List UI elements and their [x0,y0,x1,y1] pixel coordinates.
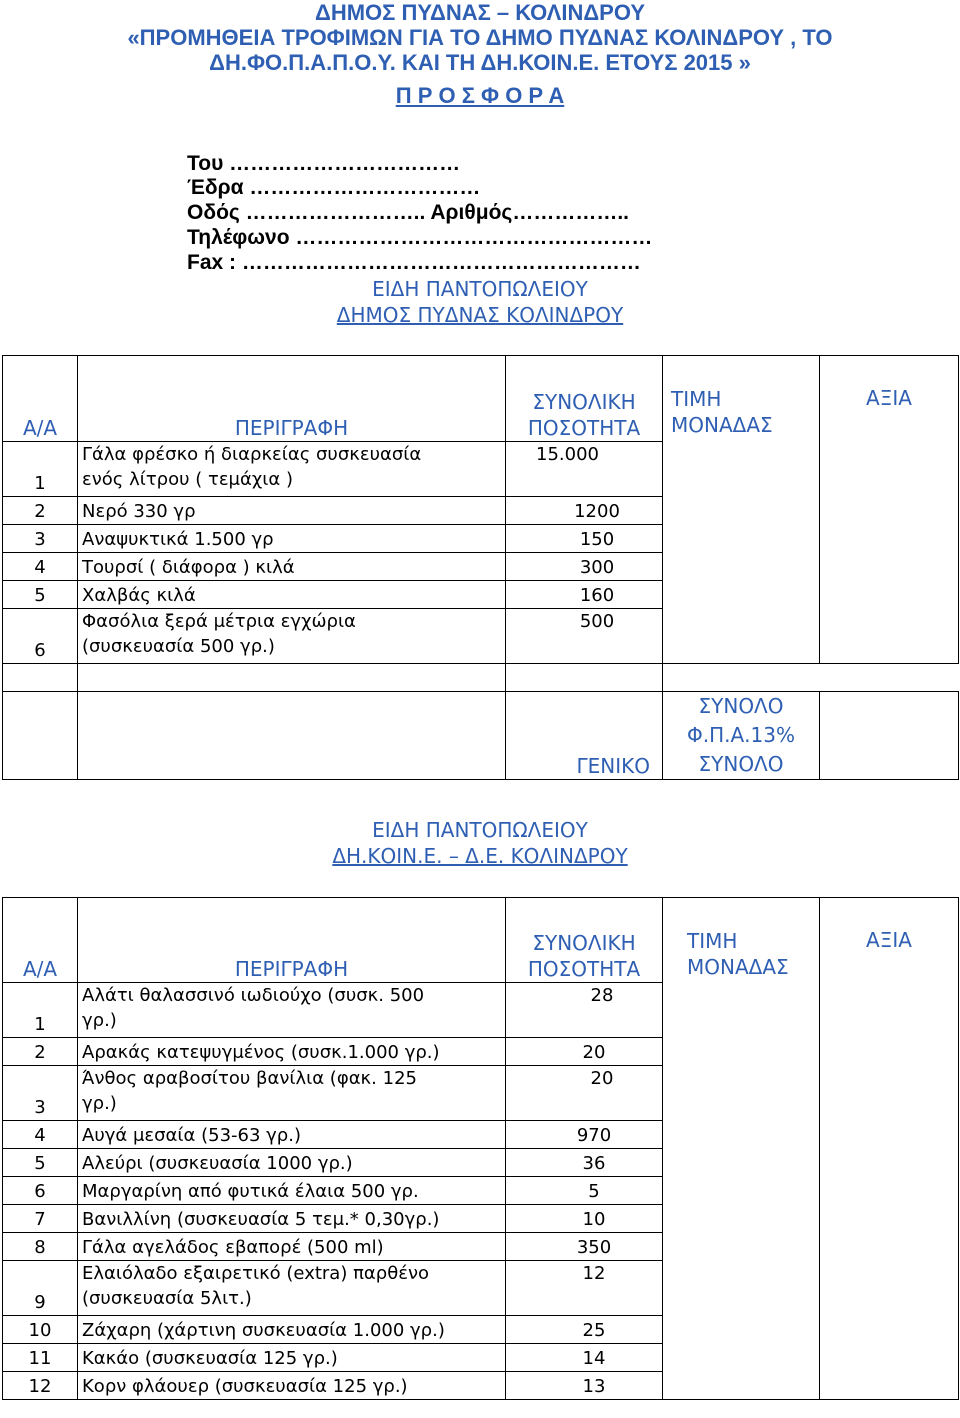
row-quantity: 5 [506,1177,663,1205]
row-quantity: 20 [506,1038,663,1066]
desc-line1: Γάλα φρέσκο ή διαρκείας συσκευασία [82,444,422,465]
row-quantity: 15.000 [506,442,663,497]
header-price-line1: ΤΙΜΗ [671,387,722,411]
table-header-row [3,356,959,442]
row-quantity: 28 [506,983,663,1038]
row-number: 4 [3,553,78,581]
row-number: 9 [3,1261,78,1316]
row-number: 4 [3,1121,78,1149]
row-description [78,983,506,1038]
row-number: 6 [3,1177,78,1205]
row-quantity: 160 [506,581,663,609]
header-price-line2: ΜΟΝΑΔΑΣ [687,955,789,979]
table-header-row [3,898,959,983]
section1-title: ΕΙΔΗ ΠΑΝΤΟΠΩΛΕΙΟΥ [372,277,588,301]
section2-table [2,897,959,1400]
row-description: Χαλβάς κιλά [78,581,506,609]
info-tilefono: Τηλέφωνο …………………………………………… [187,226,653,249]
header-value: ΑΞΙΑ [820,356,959,664]
row-quantity: 10 [506,1205,663,1233]
row-number: 11 [3,1344,78,1372]
row-number: 3 [3,1066,78,1121]
header-quantity-line2: ΠΟΣΟΤΗΤΑ [527,957,641,981]
header-quantity-line2: ΠΟΣΟΤΗΤΑ [527,416,641,440]
municipality-title: ΔΗΜΟΣ ΠΥΔΝΑΣ – ΚΟΛΙΝΔΡΟΥ [315,0,645,25]
header-price-line2: ΜΟΝΑΔΑΣ [671,413,773,437]
totals-row [3,692,959,780]
desc-line1: Άνθος αραβοσίτου βανίλια (φακ. 125 [82,1068,417,1089]
section2-subtitle: ΔΗ.ΚΟΙΝ.Ε. – Δ.Ε. ΚΟΛΙΝΔΡΟΥ [332,844,628,868]
row-description [78,442,506,497]
section1-subtitle: ΔΗΜΟΣ ΠΥΔΝΑΣ ΚΟΛΙΝΔΡΟΥ [336,303,624,327]
header-value: ΑΞΙΑ [820,898,959,1400]
total-synolo-label: ΣΥΝΟΛΟ [698,694,784,718]
desc-line1: Αλάτι θαλασσινό ιωδιούχο (συσκ. 500 [82,985,425,1006]
row-description: Ζάχαρη (χάρτινη συσκευασία 1.000 γρ.) [78,1316,506,1344]
section2-title: ΕΙΔΗ ΠΑΝΤΟΠΩΛΕΙΟΥ [372,818,588,842]
row-number: 2 [3,497,78,525]
info-tou: Του …………………………… [187,152,461,175]
header-unit-price [663,898,820,1400]
offer-title: Π Ρ Ο Σ Φ Ο Ρ Α [395,83,565,108]
header-quantity-line1: ΣΥΝΟΛΙΚΗ [532,390,636,414]
header-aa: Α/Α [3,356,78,442]
row-quantity: 150 [506,525,663,553]
row-quantity: 300 [506,553,663,581]
row-quantity: 14 [506,1344,663,1372]
total-grand-label: ΣΥΝΟΛΟ [698,752,784,776]
row-quantity: 36 [506,1149,663,1177]
desc-line2: γρ.) [82,1010,117,1031]
total-geniko-label: ΓΕΝΙΚΟ [506,692,663,780]
row-description: Κορν φλάουερ (συσκευασία 125 γρ.) [78,1372,506,1400]
row-quantity: 500 [506,609,663,664]
row-number: 3 [3,525,78,553]
totals-labels [663,692,820,780]
row-quantity: 13 [506,1372,663,1400]
info-odos: Οδός …………………….. Αριθμός…………….. [187,201,629,224]
row-quantity: 12 [506,1261,663,1316]
desc-line1: Φασόλια ξερά μέτρια εγχώρια [82,611,356,632]
row-description [78,1261,506,1316]
row-quantity: 20 [506,1066,663,1121]
table-spacer-row [3,664,959,692]
row-number: 2 [3,1038,78,1066]
desc-line2: (συσκευασία 5λιτ.) [82,1288,252,1309]
row-number: 10 [3,1316,78,1344]
row-number: 8 [3,1233,78,1261]
row-number: 1 [3,442,78,497]
header-quantity [506,898,663,983]
total-vat-label: Φ.Π.Α.13% [687,723,795,747]
row-description: Αρακάς κατεψυγμένος (συσκ.1.000 γρ.) [78,1038,506,1066]
header-quantity [506,356,663,442]
row-description: Βανιλλίνη (συσκευασία 5 τεμ.* 0,30γρ.) [78,1205,506,1233]
row-quantity: 1200 [506,497,663,525]
header-price-line1: ΤΙΜΗ [687,929,738,953]
row-number: 6 [3,609,78,664]
header-description: ΠΕΡΙΓΡΑΦΗ [78,898,506,983]
row-quantity: 970 [506,1121,663,1149]
row-quantity: 350 [506,1233,663,1261]
row-number: 7 [3,1205,78,1233]
row-description: Γάλα αγελάδος εβαπορέ (500 ml) [78,1233,506,1261]
row-description: Τουρσί ( διάφορα ) κιλά [78,553,506,581]
row-number: 5 [3,1149,78,1177]
header-unit-price [663,356,820,664]
row-description: Νερό 330 γρ [78,497,506,525]
row-number: 5 [3,581,78,609]
desc-line2: γρ.) [82,1093,117,1114]
header-quantity-line1: ΣΥΝΟΛΙΚΗ [532,931,636,955]
row-description: Αναψυκτικά 1.500 γρ [78,525,506,553]
section1-table [2,355,959,780]
row-description: Αυγά μεσαία (53-63 γρ.) [78,1121,506,1149]
desc-line2: ενός λίτρου ( τεμάχια ) [82,469,293,490]
info-fax: Fax : ………………………………………………… [187,251,641,274]
desc-line1: Ελαιόλαδο εξαιρετικό (extra) παρθένο [82,1263,430,1284]
row-description: Μαργαρίνη από φυτικά έλαια 500 γρ. [78,1177,506,1205]
row-quantity: 25 [506,1316,663,1344]
row-description: Αλεύρι (συσκευασία 1000 γρ.) [78,1149,506,1177]
procurement-title-line2: ΔΗ.ΦΟ.Π.Α.Π.Ο.Υ. ΚΑΙ ΤΗ ΔΗ.ΚΟΙΝ.Ε. ΕΤΟΥΣ 2015 » [209,50,751,75]
row-description [78,609,506,664]
header-aa: Α/Α [3,898,78,983]
info-edra: Έδρα …………………………… [187,176,481,199]
header-description: ΠΕΡΙΓΡΑΦΗ [78,356,506,442]
row-description: Κακάο (συσκευασία 125 γρ.) [78,1344,506,1372]
row-number: 1 [3,983,78,1038]
procurement-title-line1: «ΠΡΟΜΗΘΕΙΑ ΤΡΟΦΙΜΩΝ ΓΙΑ ΤΟ ΔΗΜΟ ΠΥΔΝΑΣ ΚΟΛΙΝΔΡΟΥ , ΤΟ [127,25,833,50]
desc-line2: (συσκευασία 500 γρ.) [82,636,275,657]
row-description [78,1066,506,1121]
row-number: 12 [3,1372,78,1400]
